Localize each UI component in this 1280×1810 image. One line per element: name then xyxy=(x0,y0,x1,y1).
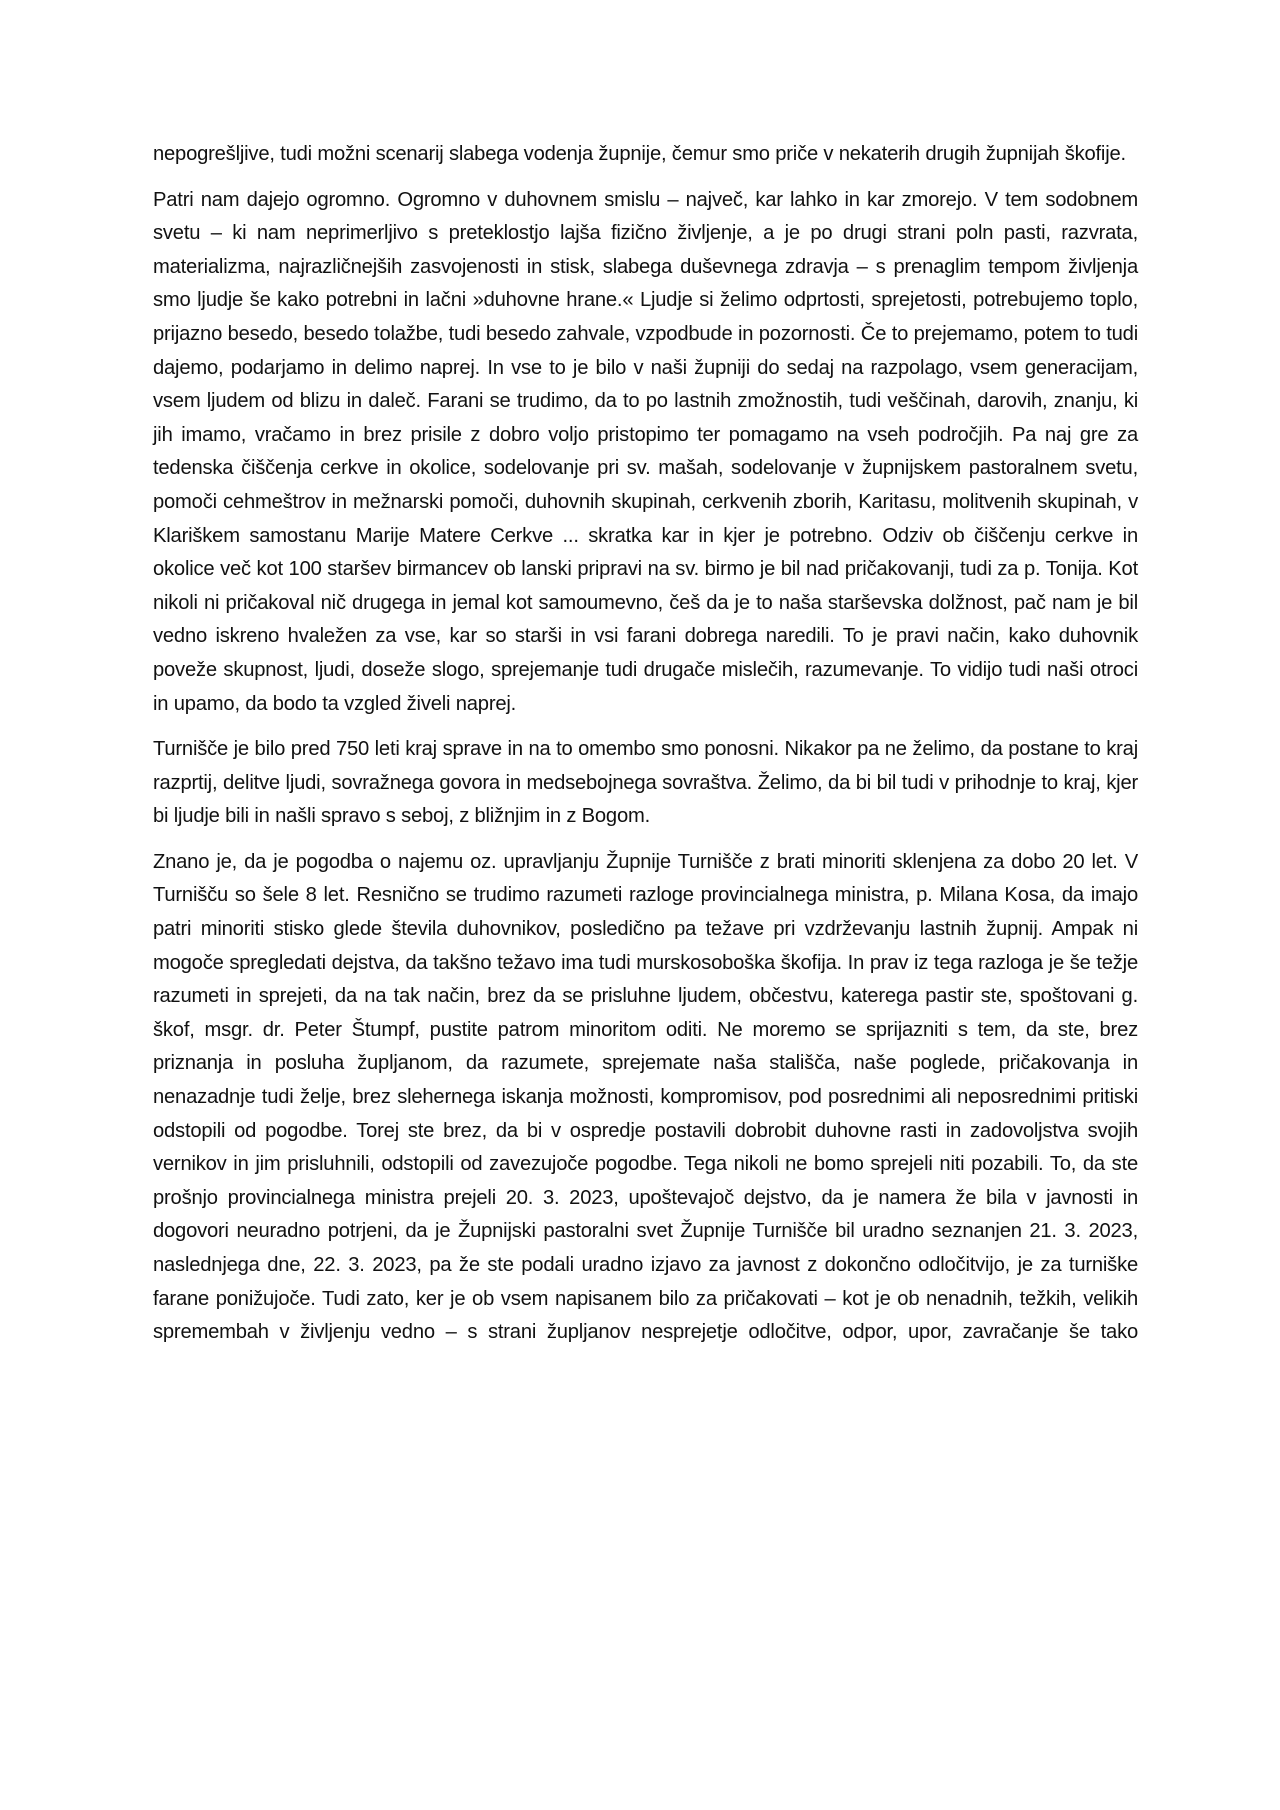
paragraph-turnisce-sprava: Turnišče je bilo pred 750 leti kraj sprave in na to omembo smo ponosni. Nikakor pa ne želimo, da postane to kraj razprtij, delitve ljudi, sovražnega govora in medsebojnega sovraštva. Želimo, da bi bil tudi v prihodnje to kraj, kjer bi ljudje bili in našli spravo s seboj, z bližnjim in z Bogom. xyxy=(153,738,1138,828)
document-page xyxy=(153,138,1138,1362)
paragraph-pogodba: Znano je, da je pogodba o najemu oz. upravljanju Župnije Turnišče z brati minoriti sklenjena za dobo 20 let. V Turnišču so šele 8 let. Resnično se trudimo razumeti razloge provincialnega ministra, p. Milana Kosa, da imajo patri minoriti stisko glede števila duhovnikov, posledično pa težave pri vzdrževanju lastnih župnij. Ampak ni mogoče spregledati dejstva, da takšno težavo ima tudi murskosoboška škofija. In prav iz tega razloga je še težje razumeti in sprejeti, da na tak način, brez da se prisluhne ljudem, občestvu, katerega pastir ste, spoštovani g. škof, msgr. dr. Peter Štumpf, pustite patrom minoritom oditi. Ne moremo se sprijazniti s tem, da ste, brez priznanja in posluha župljanom, da razumete, sprejemate naša stališča, naše poglede, pričakovanja in nenazadnje tudi želje, brez slehernega iskanja možnosti, kompromisov, pod posrednimi ali neposrednimi pritiski odstopili od pogodbe. Torej ste brez, da bi v ospredje postavili dobrobit duhovne rasti in zadovoljstva svojih vernikov in jim prisluhnili, odstopili od zavezujoče pogodbe. Tega nikoli ne bomo sprejeli niti pozabili. To, da ste prošnjo provincialnega ministra prejeli 20. 3. 2023, upoštevajoč dejstvo, da je namera že bila v javnosti in dogovori neuradno potrjeni, da je Župnijski pastoralni svet Župnije Turnišče bil uradno seznanjen 21. 3. 2023, naslednjega dne, 22. 3. 2023, pa že ste podali uradno izjavo za javnost z dokončno odločitvijo, je za turniške farane ponižujoče. Tudi zato, ker je ob vsem napisanem bilo za pričakovati – kot je ob nenadnih, težkih, velikih spremembah v življenju vedno – s strani župljanov nesprejetje odločitve, odpor, upor, zavračanje še tako xyxy=(153,850,1138,1344)
paragraph-patri: Patri nam dajejo ogromno. Ogromno v duhovnem smislu – največ, kar lahko in kar zmorejo. V tem sodobnem svetu – ki nam neprimerljivo s preteklostjo lajša fizično življenje, a je po drugi strani poln pasti, razvrata, materializma, najrazličnejših zasvojenosti in stisk, slabega duševnega zdravja – s prenaglim tempom življenja smo ljudje še kako potrebni in lačni »duhovne hrane.« Ljudje si želimo odprtosti, sprejetosti, potrebujemo toplo, prijazno besedo, besedo tolažbe, tudi besedo zahvale, vzpodbude in pozornosti. Če to prejemamo, potem to tudi dajemo, podarjamo in delimo naprej. In vse to je bilo v naši župniji do sedaj na razpolago, vsem generacijam, vsem ljudem od blizu in daleč. Farani se trudimo, da to po lastnih zmožnostih, tudi veščinah, darovih, znanju, ki jih imamo, vračamo in brez prisile z dobro voljo pristopimo ter pomagamo na vseh področjih. Pa naj gre za tedenska čiščenja cerkve in okolice, sodelovanje pri sv. mašah, sodelovanje v župnijskem pastoralnem svetu, pomoči cehmeštrov in mežnarski pomoči, duhovnih skupinah, cerkvenih zborih, Karitasu, molitvenih skupinah, v Klariškem samostanu Marije Matere Cerkve ... skratka kar in kjer je potrebno. Odziv ob čiščenju cerkve in okolice več kot 100 staršev birmancev ob lanski pripravi na sv. birmo je bil nad pričakovanji, tudi za p. Tonija. Kot nikoli ni pričakoval nič drugega in jemal kot samoumevno, češ da je to naša starševska dolžnost, pač nam je bil vedno iskreno hvaležen za vse, kar so starši in vsi farani dobrega naredili. To je pravi način, kako duhovnik poveže skupnost, ljudi, doseže slogo, sprejemanje tudi drugače mislečih, razumevanje. To vidijo tudi naši otroci in upamo, da bodo ta vzgled živeli naprej. xyxy=(153,188,1138,715)
paragraph-intro-continuation: nepogrešljive, tudi možni scenarij slabega vodenja župnije, čemur smo priče v nekaterih drugih župnijah škofije. xyxy=(153,143,1126,165)
